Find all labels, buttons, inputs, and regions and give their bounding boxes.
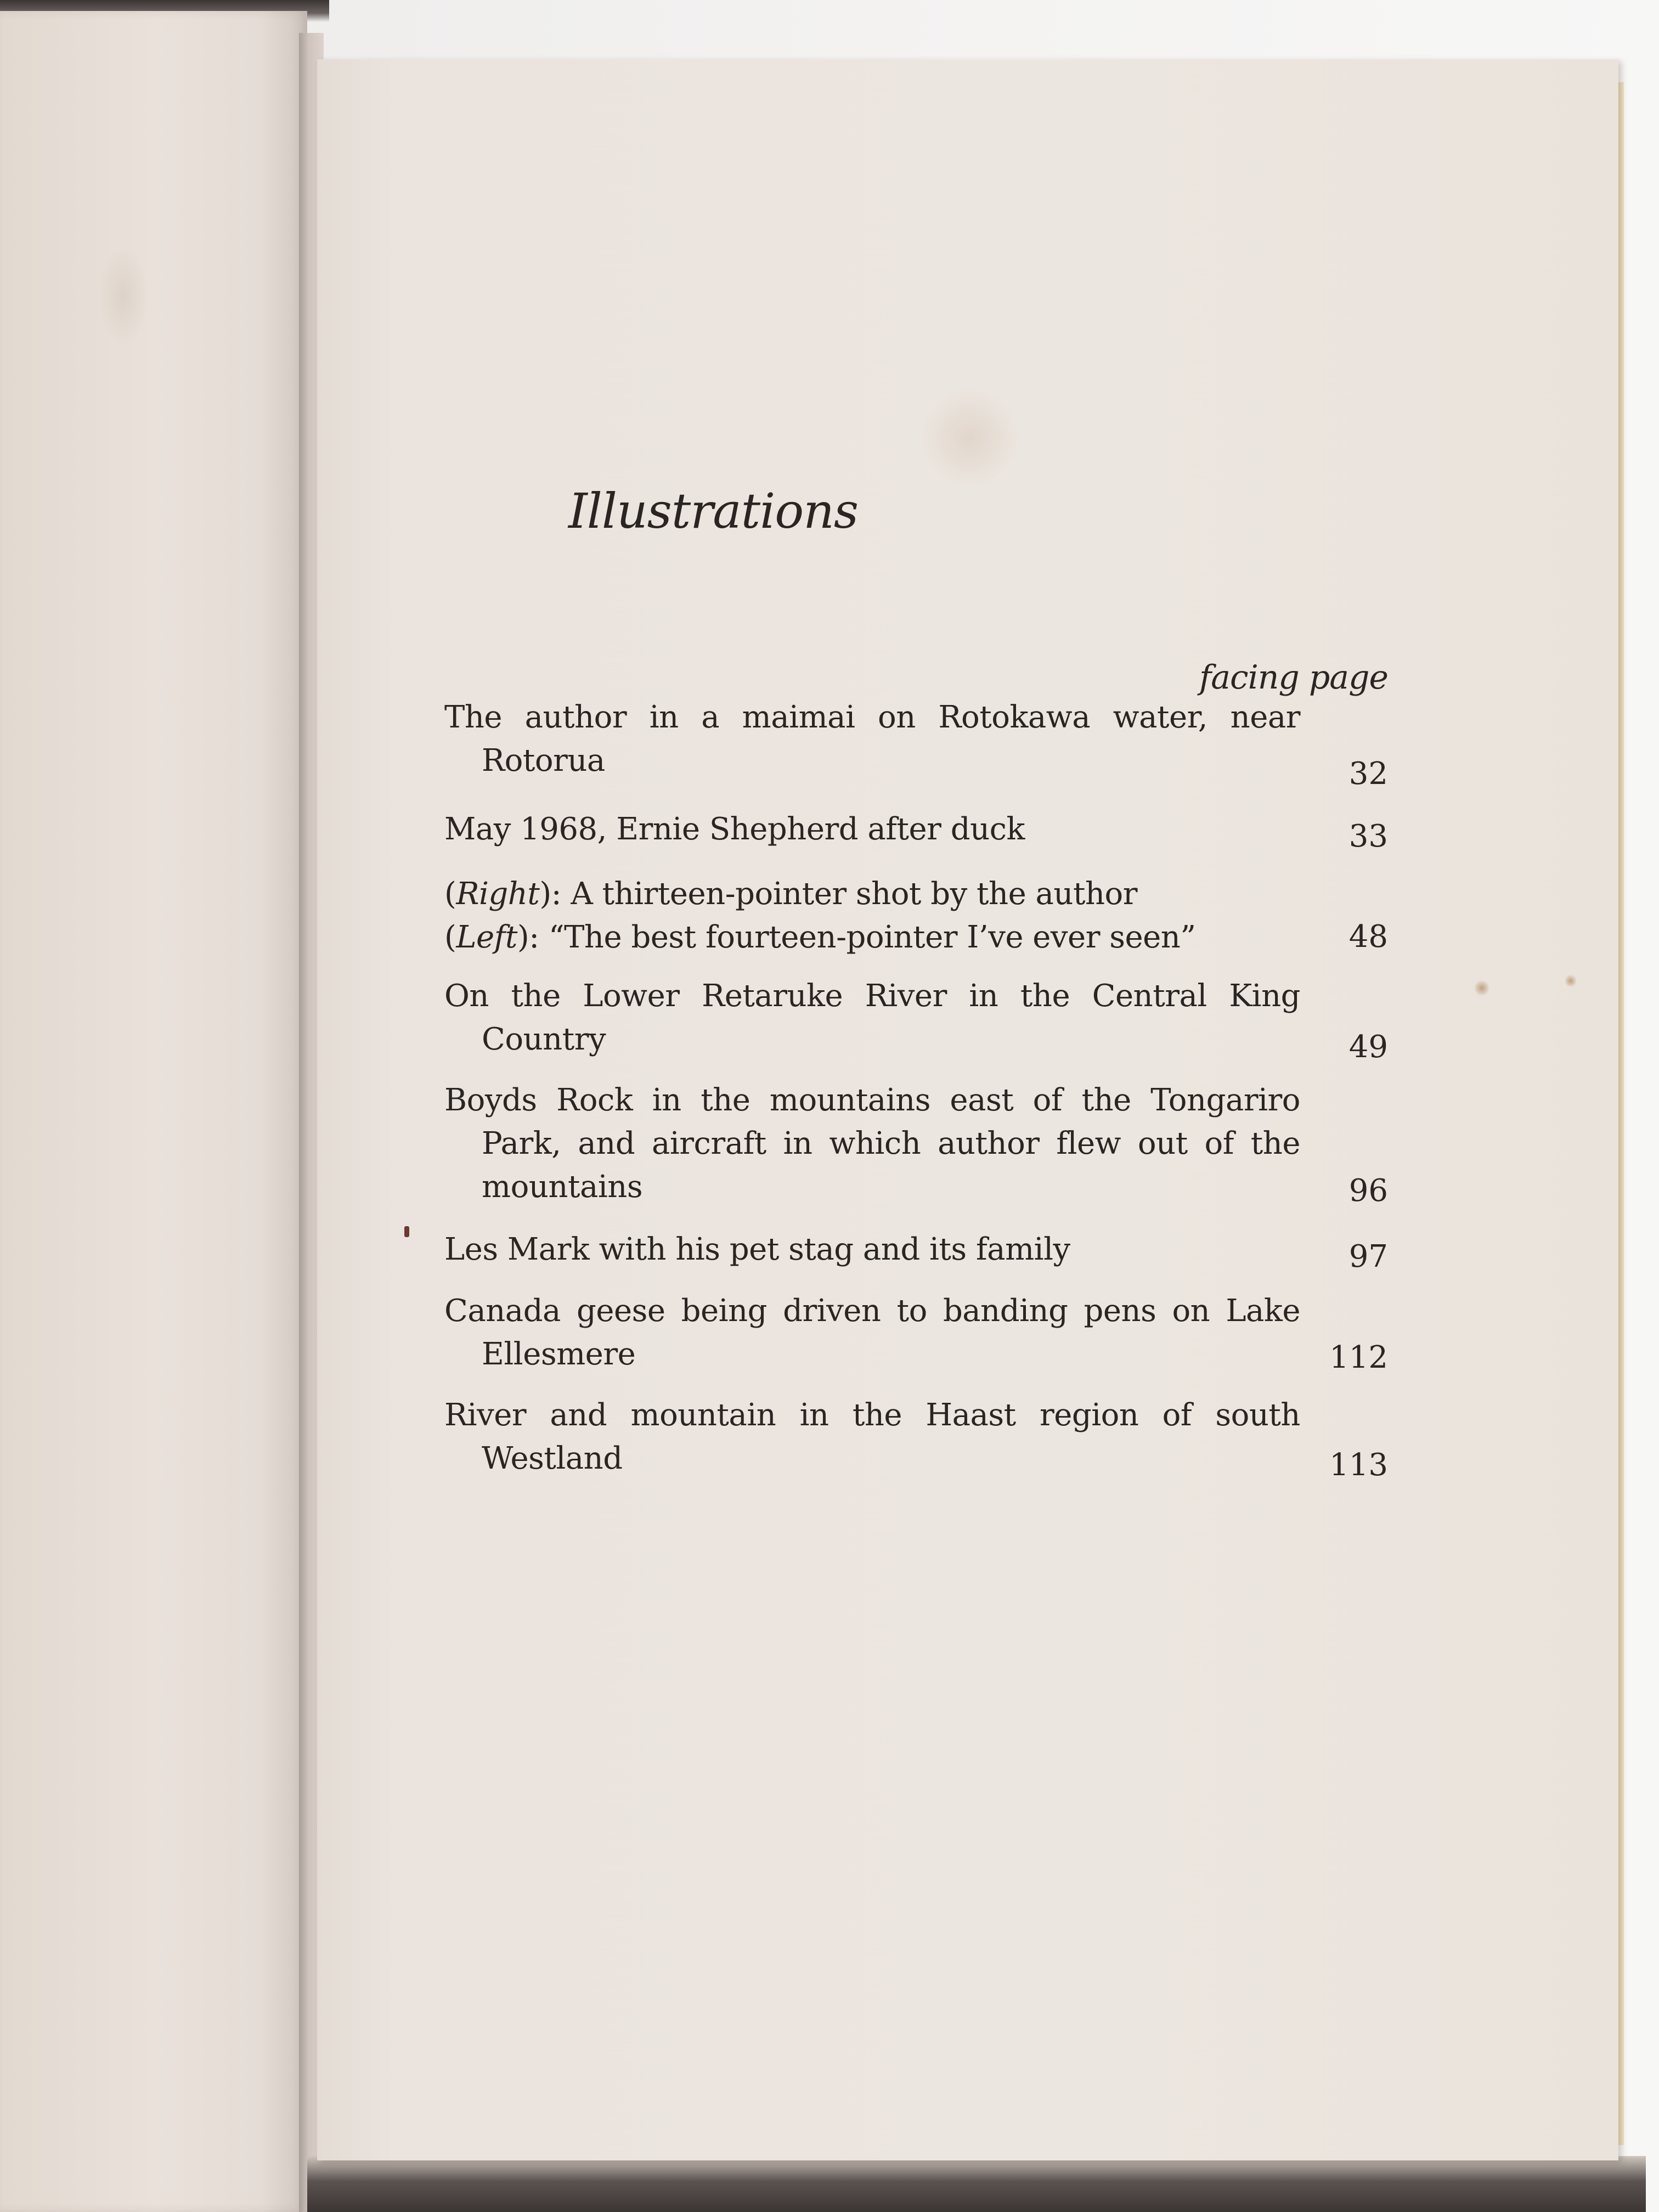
entry-text-continued: Rotorua xyxy=(482,743,605,778)
entry-text: Les Mark with his pet stag and its family xyxy=(444,1232,1070,1267)
entry-text: May 1968, Ernie Shepherd after duck xyxy=(444,811,1025,847)
list-item xyxy=(444,1393,1300,1480)
page-number: 48 xyxy=(1348,919,1388,955)
page-title: Illustrations xyxy=(568,483,859,539)
page-number: 113 xyxy=(1329,1447,1388,1483)
entry-text-continued: mountains xyxy=(482,1169,643,1205)
foxing-spot xyxy=(1565,974,1576,988)
page-number: 33 xyxy=(1348,819,1388,854)
book-cover-bottom xyxy=(307,2156,1646,2212)
entry-text: River and mountain in the Haast region of south xyxy=(444,1397,1300,1433)
page-stain xyxy=(921,388,1019,487)
facing-page-label: facing page xyxy=(1199,658,1388,697)
entry-line: (Left): “The best fourteen-pointer I’ve ever seen” xyxy=(444,919,1196,955)
list-item xyxy=(444,696,1300,782)
page-number: 97 xyxy=(1348,1239,1388,1274)
left-page-stain xyxy=(99,247,148,346)
ink-mark xyxy=(404,1226,409,1237)
entry-text-continued: Westland xyxy=(482,1441,623,1476)
entry-text: Boyds Rock in the mountains east of the Tongariro xyxy=(444,1082,1300,1118)
page-number: 112 xyxy=(1329,1340,1388,1375)
list-item xyxy=(444,1079,1300,1209)
entry-text: : “The best fourteen-pointer I’ve ever seen” xyxy=(529,919,1196,955)
entry-text-continued: Park, and aircraft in which author flew out of the xyxy=(482,1126,1300,1161)
foxing-spot xyxy=(1475,980,1489,996)
page-number: 96 xyxy=(1348,1173,1388,1209)
entry-label-right: Right xyxy=(456,876,540,912)
entry-label-left: Left xyxy=(456,919,517,955)
page-number: 32 xyxy=(1348,756,1388,792)
list-item xyxy=(444,808,1300,851)
left-blank-page xyxy=(0,11,307,2212)
entry-text: : A thirteen-pointer shot by the author xyxy=(551,876,1138,912)
entry-line: (Right): A thirteen-pointer shot by the author xyxy=(444,876,1138,912)
list-item xyxy=(444,1228,1300,1271)
entry-text-continued: Country xyxy=(482,1022,606,1057)
list-item xyxy=(444,872,1300,959)
page-number: 49 xyxy=(1348,1029,1388,1065)
entry-text: On the Lower Retaruke River in the Central King xyxy=(444,978,1300,1014)
entry-text-continued: Ellesmere xyxy=(482,1336,636,1372)
list-item xyxy=(444,974,1300,1061)
entry-text: The author in a maimai on Rotokawa water, near xyxy=(444,699,1300,735)
list-item xyxy=(444,1289,1300,1376)
entry-text: Canada geese being driven to banding pens on Lake xyxy=(444,1293,1300,1329)
